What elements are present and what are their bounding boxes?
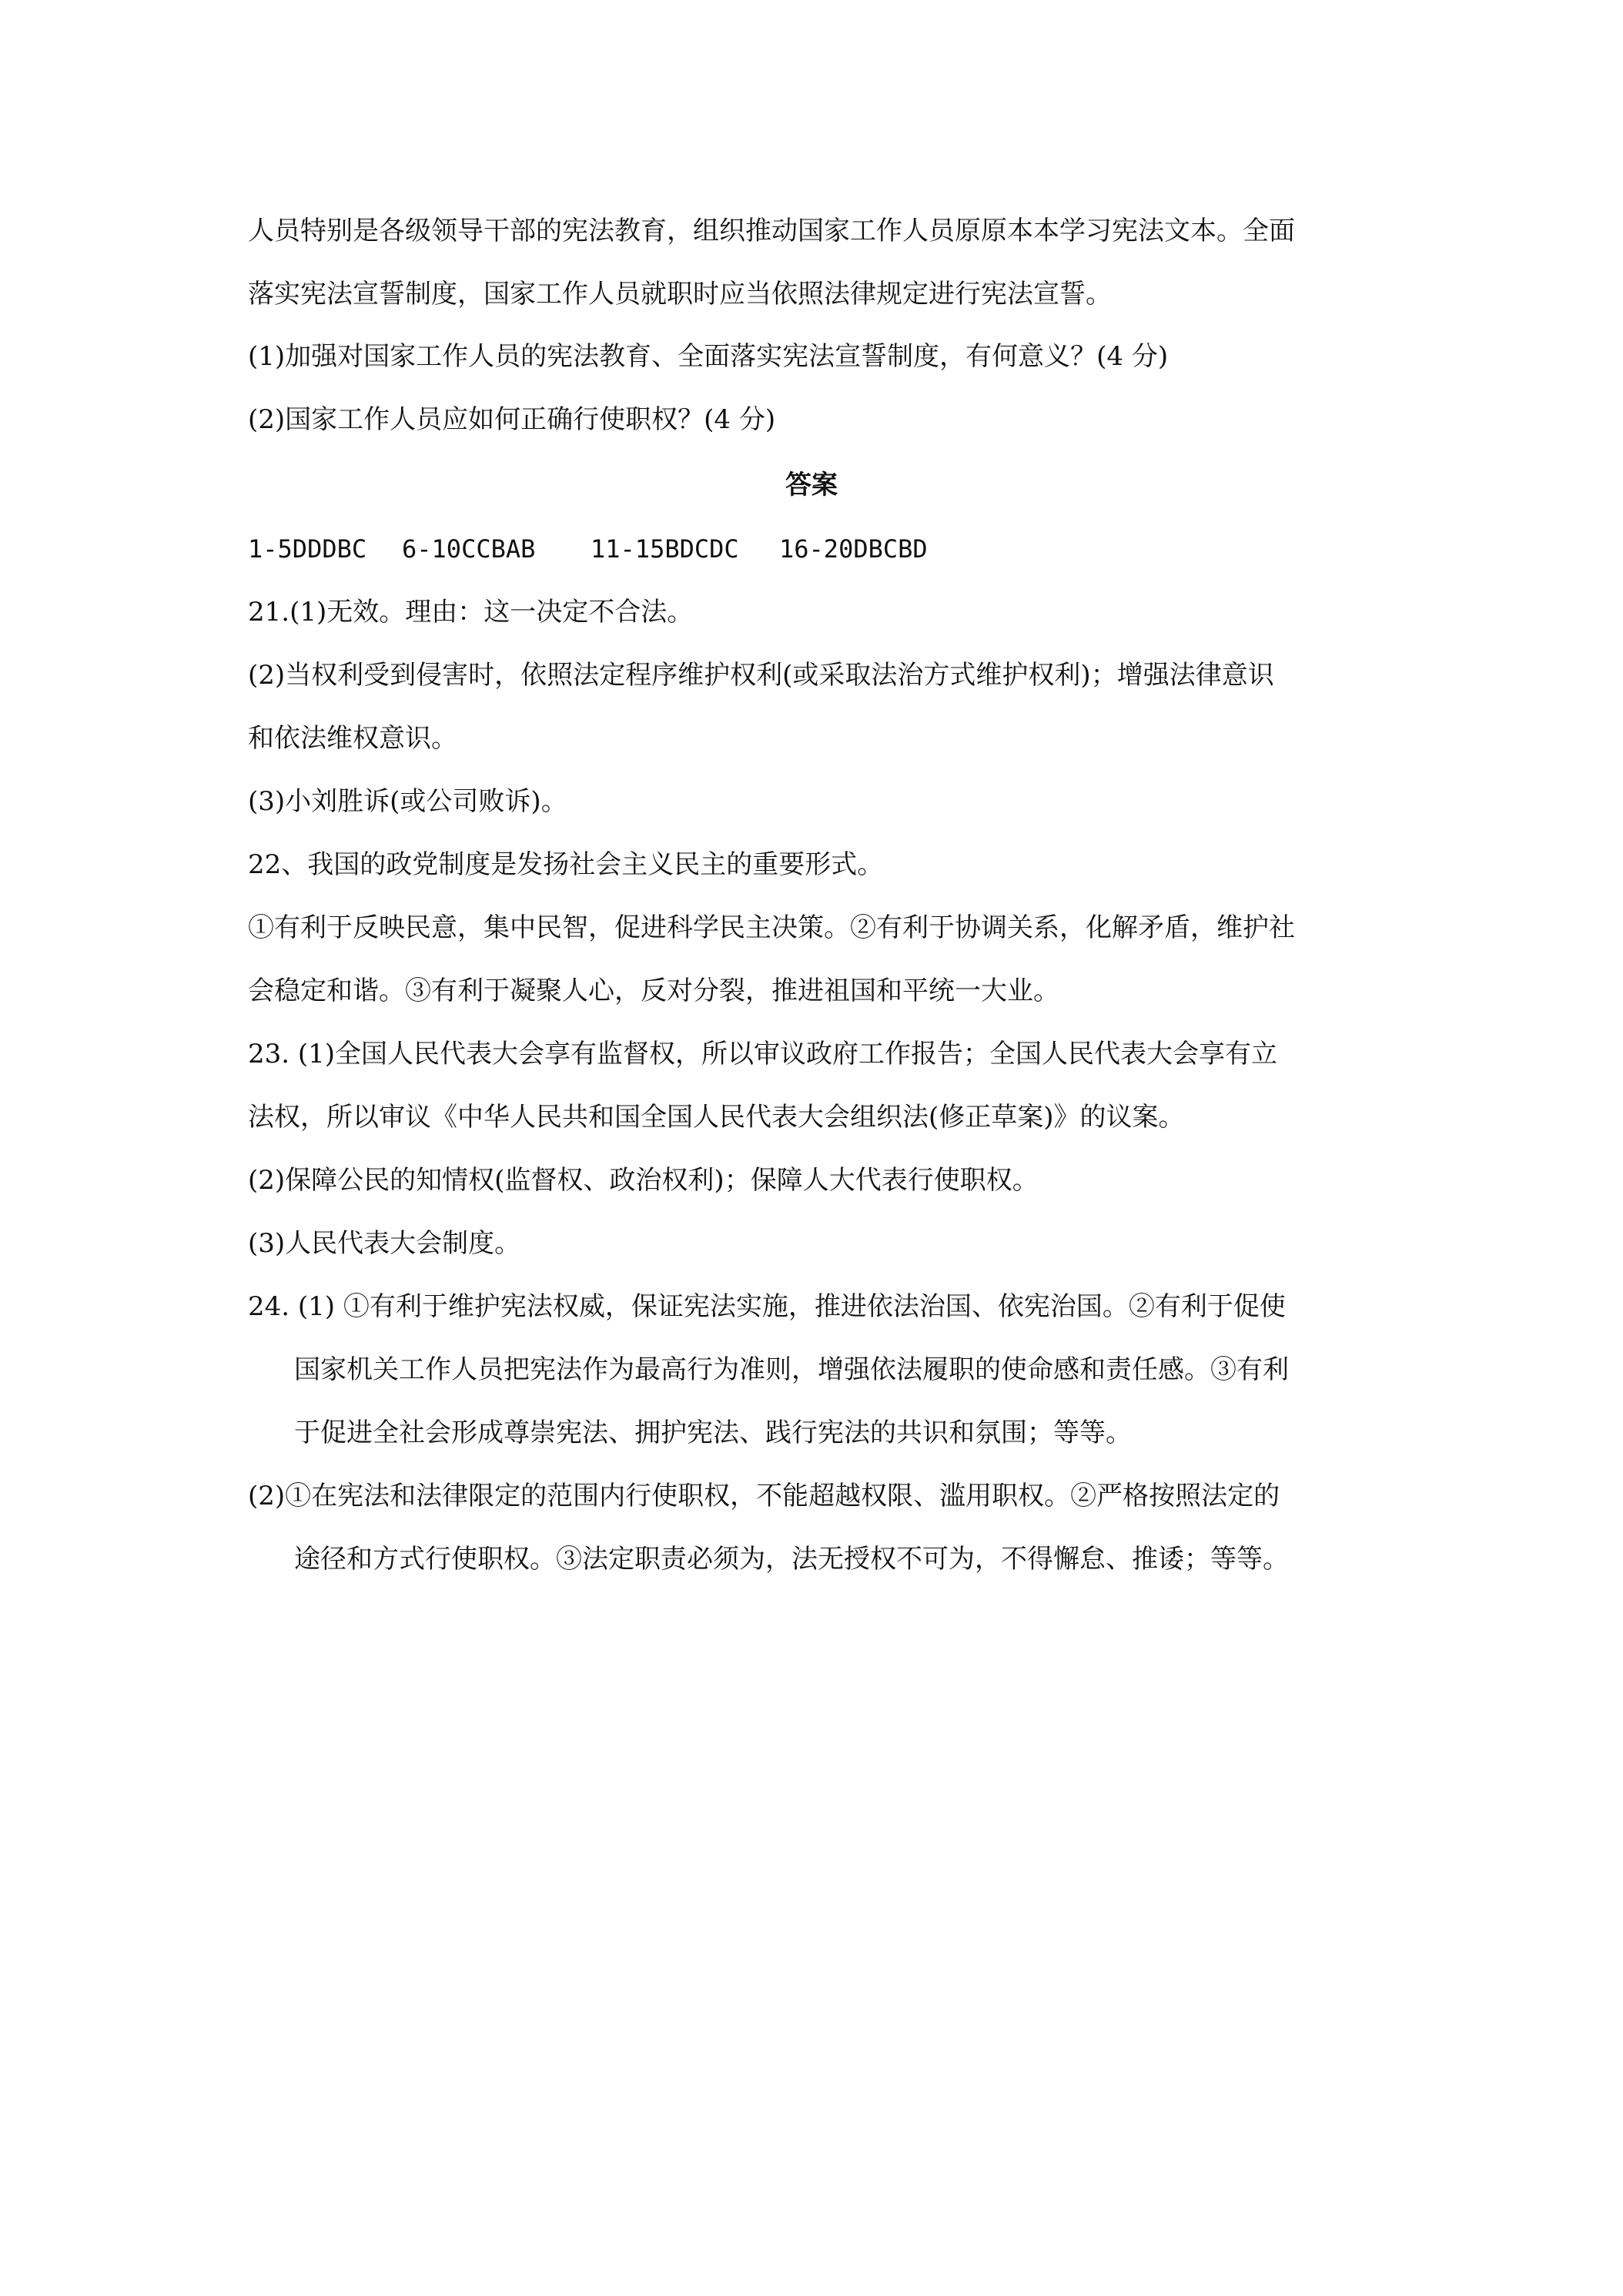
answers-heading: 答案 bbox=[785, 470, 838, 500]
answer-22-line: 22、我国的政党制度是发扬社会主义民主的重要形式。 bbox=[248, 849, 884, 880]
sub-question-2: (2)国家工作人员应如何正确行使职权？(4 分) bbox=[248, 404, 776, 435]
answer-24-line: (2)①在宪法和法律限定的范围内行使职权，不能超越权限、滥用职权。②严格按照法定的 bbox=[248, 1481, 1280, 1511]
answer-key-group: 1-5DDDBC bbox=[248, 534, 367, 564]
answer-key-group: 16-20DBCBD bbox=[779, 534, 928, 564]
answer-21-line: 和依法维权意识。 bbox=[248, 723, 457, 754]
answer-22-line: 会稳定和谐。③有利于凝聚人心，反对分裂，推进祖国和平统一大业。 bbox=[248, 976, 1059, 1006]
answer-21-line: 21.(1)无效。理由：这一决定不合法。 bbox=[248, 597, 694, 628]
question-text-line: 落实宪法宣誓制度，国家工作人员就职时应当依照法律规定进行宪法宣誓。 bbox=[248, 279, 1112, 310]
answer-22-line: ①有利于反映民意，集中民智，促进科学民主决策。②有利于协调关系，化解矛盾，维护社 bbox=[248, 912, 1295, 943]
answer-key-group: 11-15BDCDC bbox=[591, 534, 739, 564]
question-text-line: 人员特别是各级领导干部的宪法教育，组织推动国家工作人员原原本本学习宪法文本。全面 bbox=[248, 216, 1295, 246]
answer-24-line: 于促进全社会形成尊崇宪法、拥护宪法、践行宪法的共识和氛围；等等。 bbox=[294, 1417, 1132, 1448]
sub-question-1: (1)加强对国家工作人员的宪法教育、全面落实宪法宣誓制度，有何意义？(4 分) bbox=[248, 341, 1169, 372]
answer-21-line: (3)小刘胜诉(或公司败诉)。 bbox=[248, 786, 567, 817]
answer-23-line: 23. (1)全国人民代表大会享有监督权，所以审议政府工作报告；全国人民代表大会享有立 bbox=[248, 1039, 1278, 1069]
answer-24-line: 24. (1) ①有利于维护宪法权威，保证宪法实施，推进依法治国、依宪治国。②有利于促使 bbox=[248, 1291, 1286, 1322]
answer-21-line: (2)当权利受到侵害时，依照法定程序维护权利(或采取法治方式维护权利)；增强法律意识 bbox=[248, 660, 1274, 691]
answer-24-line: 国家机关工作人员把宪法作为最高行为准则，增强依法履职的使命感和责任感。③有利 bbox=[294, 1354, 1289, 1385]
answer-24-line: 途径和方式行使职权。③法定职责必须为，法无授权不可为，不得懈怠、推诿；等等。 bbox=[294, 1544, 1289, 1575]
answer-23-line: (3)人民代表大会制度。 bbox=[248, 1228, 521, 1259]
answer-23-line: (2)保障公民的知情权(监督权、政治权利)；保障人大代表行使职权。 bbox=[248, 1165, 1039, 1196]
answer-key-group: 6-10CCBAB bbox=[402, 534, 536, 564]
answer-23-line: 法权，所以审议《中华人民共和国全国人民代表大会组织法(修正草案)》的议案。 bbox=[248, 1102, 1185, 1133]
